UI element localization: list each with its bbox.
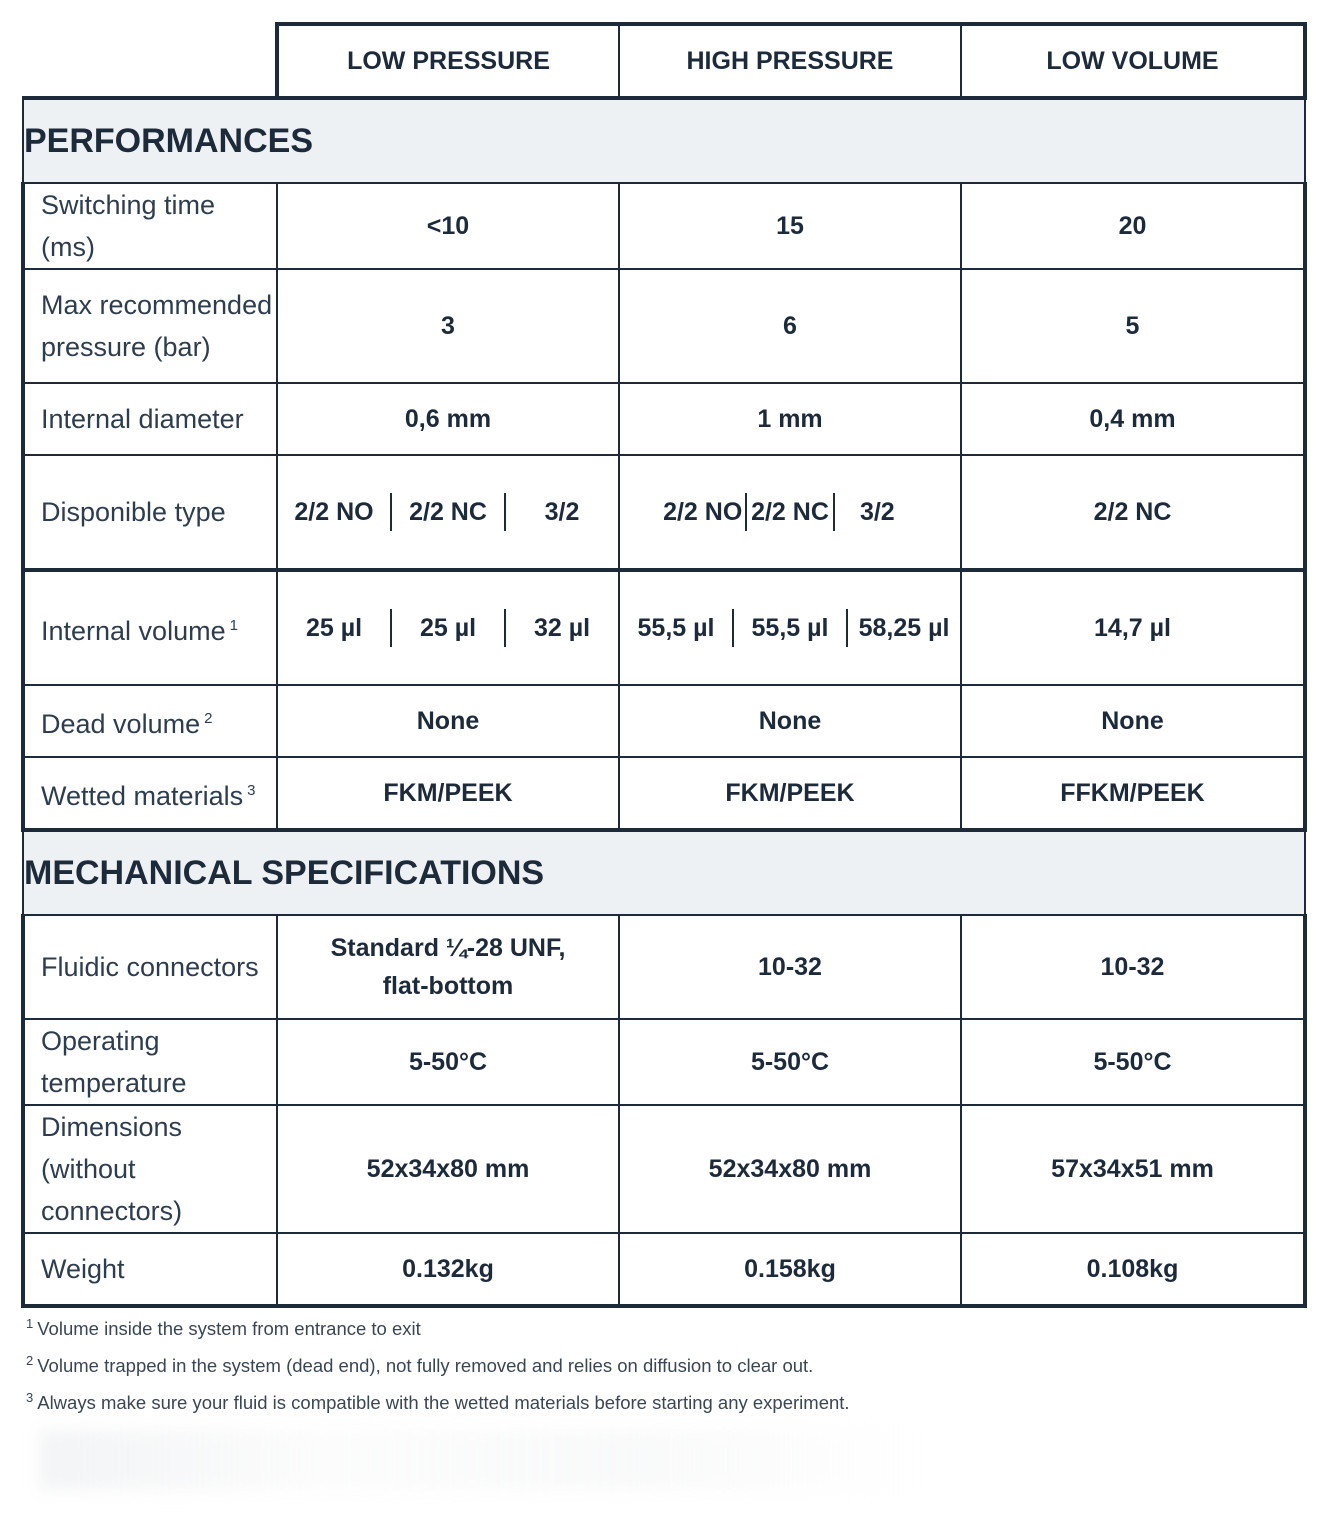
row-label xyxy=(23,570,277,685)
cell-value: 5 xyxy=(961,269,1305,383)
row-fluidic-connectors xyxy=(23,915,1305,1019)
row-label-text: Dead volume xyxy=(41,708,201,739)
row-label-text: Internal volume xyxy=(41,615,226,646)
row-label xyxy=(23,269,277,383)
footnote-text: Always make sure your fluid is compatible with the wetted materials before starting any experiment. xyxy=(37,1392,850,1413)
cell-value xyxy=(277,915,619,1019)
row-label-line: connectors) xyxy=(41,1196,183,1226)
split-value: 3/2 xyxy=(544,498,580,526)
cell-value: 0.132kg xyxy=(277,1233,619,1306)
cell-value: FKM/PEEK xyxy=(619,757,961,830)
cell-value: 0,4 mm xyxy=(961,383,1305,455)
split-value: 25 µl xyxy=(305,614,363,642)
footnote-number: 1 xyxy=(26,1316,34,1331)
split-value: 2/2 NO xyxy=(294,498,374,526)
footnote-text: Volume trapped in the system (dead end), not fully removed and relies on diffusion to clear out. xyxy=(37,1355,814,1376)
row-internal-volume xyxy=(23,570,1305,685)
cell-value: FKM/PEEK xyxy=(277,757,619,830)
column-header-high-pressure: HIGH PRESSURE xyxy=(619,24,961,98)
footnote-marker: 3 xyxy=(247,781,256,799)
split-value: 3/2 xyxy=(859,498,895,526)
cell-value: 0.108kg xyxy=(961,1233,1305,1306)
cell-value: FFKM/PEEK xyxy=(961,757,1305,830)
cell-value: 52x34x80 mm xyxy=(277,1105,619,1233)
row-max-pressure xyxy=(23,269,1305,383)
cell-line: flat-bottom xyxy=(382,972,514,1000)
cell-value: 20 xyxy=(961,183,1305,269)
cell-value: 14,7 µl xyxy=(961,570,1305,685)
blurred-region xyxy=(40,1430,920,1490)
cell-split xyxy=(619,455,961,570)
row-label: Switching time (ms) xyxy=(23,183,277,269)
cell-split xyxy=(277,570,619,685)
row-label-line: Dimensions (without xyxy=(41,1112,183,1184)
section-title-mechanical: MECHANICAL SPECIFICATIONS xyxy=(23,830,1305,915)
split-value: 55,5 µl xyxy=(751,614,829,642)
row-label-line: pressure (bar) xyxy=(41,332,211,362)
column-header-low-pressure: LOW PRESSURE xyxy=(277,24,619,98)
row-label xyxy=(23,757,277,830)
row-label: Operating temperature xyxy=(23,1019,277,1105)
row-disponible-type xyxy=(23,455,1305,570)
column-header-low-volume: LOW VOLUME xyxy=(961,24,1305,98)
cell-value: 10-32 xyxy=(961,915,1305,1019)
cell-split xyxy=(277,455,619,570)
row-dead-volume xyxy=(23,685,1305,757)
section-mechanical xyxy=(23,830,1305,915)
cell-value: 5-50°C xyxy=(961,1019,1305,1105)
row-label: Internal diameter xyxy=(23,383,277,455)
cell-value: <10 xyxy=(277,183,619,269)
cell-value: None xyxy=(961,685,1305,757)
spec-table xyxy=(21,22,1307,1308)
row-label xyxy=(23,685,277,757)
footnote-1 xyxy=(26,1318,850,1355)
row-label: Weight xyxy=(23,1233,277,1306)
cell-value: 1 mm xyxy=(619,383,961,455)
row-label: Disponible type xyxy=(23,455,277,570)
cell-value: None xyxy=(619,685,961,757)
footnote-number: 2 xyxy=(26,1353,34,1368)
header-corner xyxy=(23,24,277,98)
row-dimensions xyxy=(23,1105,1305,1233)
row-operating-temperature xyxy=(23,1019,1305,1105)
footnote-number: 3 xyxy=(26,1390,34,1405)
row-label-line: Max recommended xyxy=(41,290,273,320)
cell-value: 5-50°C xyxy=(277,1019,619,1105)
split-value: 58,25 µl xyxy=(858,614,950,642)
split-value: 25 µl xyxy=(419,614,477,642)
cell-value: 6 xyxy=(619,269,961,383)
footnotes xyxy=(26,1318,850,1429)
column-header-row xyxy=(23,24,1305,98)
cell-value: 5-50°C xyxy=(619,1019,961,1105)
row-label-text: Wetted materials xyxy=(41,780,244,811)
section-performances xyxy=(23,98,1305,183)
footnote-marker: 2 xyxy=(204,709,213,727)
cell-value: 57x34x51 mm xyxy=(961,1105,1305,1233)
split-value: 2/2 NC xyxy=(409,498,487,526)
row-switching-time xyxy=(23,183,1305,269)
row-label xyxy=(23,1105,277,1233)
split-value: 2/2 NC xyxy=(751,498,829,526)
cell-value: 0.158kg xyxy=(619,1233,961,1306)
cell-value: 0,6 mm xyxy=(277,383,619,455)
footnote-2 xyxy=(26,1355,850,1392)
cell-split xyxy=(619,570,961,685)
cell-value: 52x34x80 mm xyxy=(619,1105,961,1233)
section-title-performances: PERFORMANCES xyxy=(23,98,1305,183)
split-value: 55,5 µl xyxy=(637,614,715,642)
footnote-marker: 1 xyxy=(229,616,238,634)
cell-value: 15 xyxy=(619,183,961,269)
split-value: 2/2 NO xyxy=(663,498,743,526)
cell-value: 3 xyxy=(277,269,619,383)
cell-line: Standard ¼-28 UNF, xyxy=(330,934,566,962)
row-label: Fluidic connectors xyxy=(23,915,277,1019)
cell-value: 10-32 xyxy=(619,915,961,1019)
footnote-text: Volume inside the system from entrance to exit xyxy=(37,1318,421,1339)
split-value: 32 µl xyxy=(533,614,591,642)
row-wetted-materials xyxy=(23,757,1305,830)
cell-value: 2/2 NC xyxy=(961,455,1305,570)
row-internal-diameter xyxy=(23,383,1305,455)
row-weight xyxy=(23,1233,1305,1306)
footnote-3 xyxy=(26,1392,850,1429)
cell-value: None xyxy=(277,685,619,757)
